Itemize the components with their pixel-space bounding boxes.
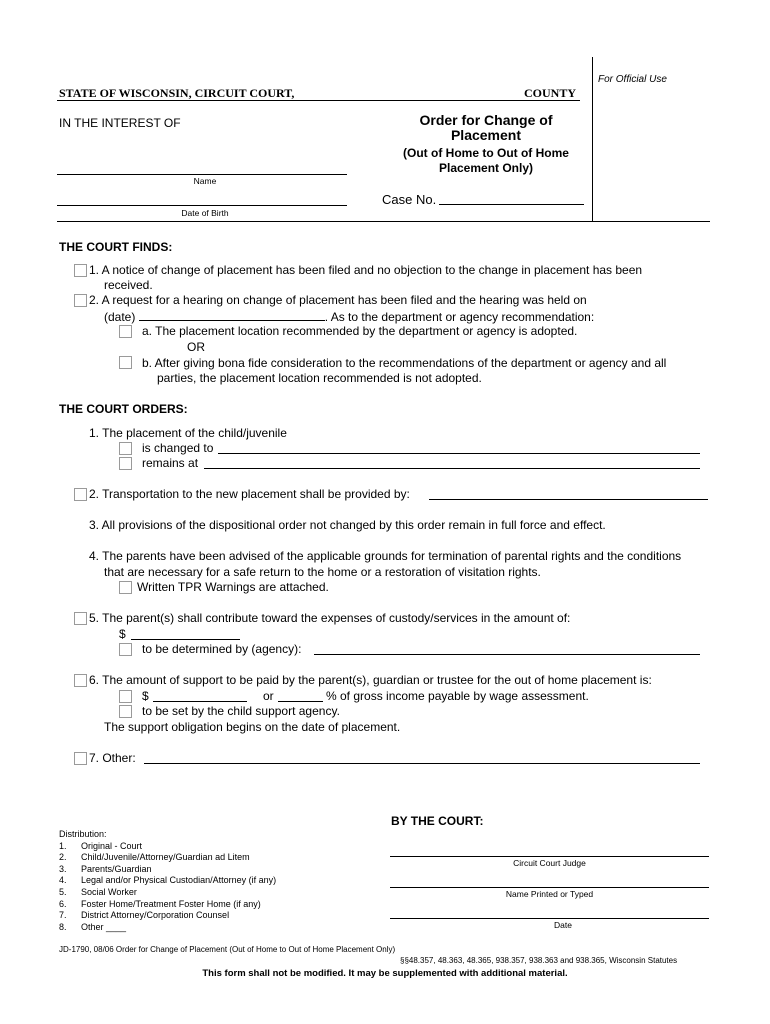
distribution-item-text: Other ____	[81, 921, 127, 932]
remains-at-label: remains at	[142, 456, 199, 470]
orders-item3: 3. All provisions of the dispositional order not changed by this order remain in full force and effect.	[89, 518, 606, 532]
finds-item2a-checkbox[interactable]	[119, 325, 132, 338]
form-title	[390, 113, 582, 143]
orders-item4-line1: 4. The parents have been advised of the applicable grounds for termination of parental rights and the conditions	[89, 549, 682, 563]
finds-item2b-line1: b. After giving bona fide consideration to the recommendations of the department or agency and all	[142, 356, 667, 370]
item5-agency-field[interactable]	[314, 654, 700, 655]
name-printed-label: Name Printed or Typed	[505, 889, 594, 899]
distribution-item-text: Parents/Guardian	[81, 863, 152, 874]
item6-or: or	[263, 689, 274, 703]
date-field[interactable]	[390, 918, 709, 919]
distribution-item-text: Child/Juvenile/Attorney/Guardian ad Litem	[81, 852, 250, 863]
header-bottom-rule	[57, 221, 710, 222]
form-subtitle-line1: (Out of Home to Out of Home	[403, 146, 569, 160]
changed-to-label: is changed to	[142, 441, 214, 455]
finds-item1-line2: received.	[104, 278, 153, 292]
item6-begins: The support obligation begins on the date of placement.	[104, 720, 401, 734]
distribution-list	[59, 829, 276, 933]
official-use-label: For Official Use	[598, 74, 667, 85]
distribution-item-number: 7.	[59, 910, 67, 921]
statutes: §§48.357, 48.363, 48.365, 938.357, 938.363 and 938.365, Wisconsin Statutes	[400, 956, 678, 965]
finds-item2b-checkbox[interactable]	[119, 356, 132, 369]
judge-signature-field[interactable]	[390, 856, 709, 857]
support-amount-field[interactable]	[153, 701, 247, 702]
item6-percent-label: % of gross income payable by wage assessment.	[326, 689, 589, 703]
item5-dollar-sign: $	[119, 627, 126, 641]
orders-item2: 2. Transportation to the new placement shall be provided by:	[89, 487, 410, 501]
distribution-item-number: 1.	[59, 840, 67, 851]
other-field[interactable]	[144, 763, 700, 764]
case-no-field[interactable]	[439, 204, 584, 205]
finds-item2b-line2: parties, the placement location recommended is not adopted.	[157, 371, 482, 385]
county-label: COUNTY	[524, 86, 577, 100]
finds-item1-line1: 1. A notice of change of placement has been filed and no objection to the change in placement has been	[89, 263, 643, 277]
finds-item2a: a. The placement location recommended by the department or agency is adopted.	[142, 324, 578, 338]
name-field[interactable]	[57, 174, 347, 175]
finds-item2-checkbox[interactable]	[74, 294, 87, 307]
distribution-item-number: 4.	[59, 875, 67, 886]
court-finds-heading: THE COURT FINDS:	[59, 240, 173, 254]
date-suffix: . As to the department or agency recommendation:	[324, 310, 595, 324]
item6-agency-label: to be set by the child support agency.	[142, 704, 340, 718]
orders-item5-checkbox[interactable]	[74, 612, 87, 625]
distribution-item-text: Social Worker	[81, 886, 137, 897]
orders-item6: 6. The amount of support to be paid by the parent(s), guardian or trustee for the out of home placement is:	[89, 673, 652, 687]
support-amount-checkbox[interactable]	[119, 690, 132, 703]
name-label: Name	[193, 176, 217, 186]
interest-of-label: IN THE INTEREST OF	[59, 116, 181, 130]
remains-at-checkbox[interactable]	[119, 457, 132, 470]
distribution-item-number: 6.	[59, 898, 67, 909]
orders-item7-checkbox[interactable]	[74, 752, 87, 765]
distribution-item-number: 3.	[59, 863, 67, 874]
support-agency-checkbox[interactable]	[119, 705, 132, 718]
distribution-item	[59, 852, 276, 864]
support-percent-field[interactable]	[278, 701, 323, 702]
date-label: Date	[554, 920, 572, 930]
court-label: STATE OF WISCONSIN, CIRCUIT COURT,	[59, 86, 295, 100]
orders-item1: 1. The placement of the child/juvenile	[89, 426, 287, 440]
finds-or: OR	[187, 340, 205, 354]
transportation-field[interactable]	[429, 499, 708, 500]
distribution-title: Distribution:	[59, 829, 107, 839]
distribution-item	[59, 899, 276, 911]
item6-dollar-sign: $	[142, 689, 149, 703]
orders-item7: 7. Other:	[89, 751, 136, 765]
form-title-line1: Order for Change of	[419, 112, 553, 128]
distribution-item	[59, 887, 276, 899]
form-id: JD-1790, 08/06 Order for Change of Placement (Out of Home to Out of Home Placement Only)	[59, 945, 396, 954]
item5-agency-label: to be determined by (agency):	[142, 642, 302, 656]
dob-label: Date of Birth	[181, 208, 229, 218]
official-use-divider	[592, 57, 593, 222]
distribution-item-number: 5.	[59, 886, 67, 897]
form-subtitle-line2: Placement Only)	[438, 161, 534, 175]
distribution-item	[59, 875, 276, 887]
remains-at-field[interactable]	[204, 468, 700, 469]
judge-label: Circuit Court Judge	[513, 858, 586, 868]
changed-to-checkbox[interactable]	[119, 442, 132, 455]
item5-agency-checkbox[interactable]	[119, 643, 132, 656]
orders-item4-line2: that are necessary for a safe return to the home or a restoration of visitation rights.	[104, 565, 541, 579]
modification-notice: This form shall not be modified. It may be supplemented with additional material.	[202, 968, 568, 979]
distribution-item-text: Foster Home/Treatment Foster Home (if any)	[81, 898, 261, 909]
tpr-warnings-label: Written TPR Warnings are attached.	[137, 580, 329, 594]
distribution-item	[59, 922, 276, 934]
distribution-item-text: Original - Court	[81, 840, 143, 851]
changed-to-field[interactable]	[218, 453, 700, 454]
orders-item6-checkbox[interactable]	[74, 674, 87, 687]
court-orders-heading: THE COURT ORDERS:	[59, 402, 188, 416]
distribution-item-number: 8.	[59, 921, 67, 932]
form-subtitle	[390, 146, 582, 176]
distribution-item	[59, 841, 276, 853]
finds-item2-line1: 2. A request for a hearing on change of placement has been filed and the hearing was held on	[89, 293, 587, 307]
distribution-item-number: 2.	[59, 852, 67, 863]
case-no-label: Case No.	[382, 192, 437, 207]
distribution-item	[59, 910, 276, 922]
name-printed-field[interactable]	[390, 887, 709, 888]
hearing-date-field[interactable]	[139, 309, 325, 321]
distribution-item	[59, 864, 276, 876]
county-underline[interactable]	[57, 100, 580, 101]
date-prefix: (date)	[104, 310, 136, 324]
dob-field[interactable]	[57, 205, 347, 206]
tpr-warnings-checkbox[interactable]	[119, 581, 132, 594]
finds-item1-checkbox[interactable]	[74, 264, 87, 277]
form-title-line2: Placement	[450, 127, 522, 143]
distribution-item-text: Legal and/or Physical Custodian/Attorney (if any)	[81, 875, 277, 886]
distribution-items	[59, 841, 276, 934]
orders-item5: 5. The parent(s) shall contribute toward the expenses of custody/services in the amount of:	[89, 611, 571, 625]
finds-item2-date-line	[104, 309, 594, 324]
orders-item2-checkbox[interactable]	[74, 488, 87, 501]
by-the-court: BY THE COURT:	[391, 814, 484, 828]
distribution-item-text: District Attorney/Corporation Counsel	[81, 910, 230, 921]
custody-amount-field[interactable]	[131, 639, 240, 640]
